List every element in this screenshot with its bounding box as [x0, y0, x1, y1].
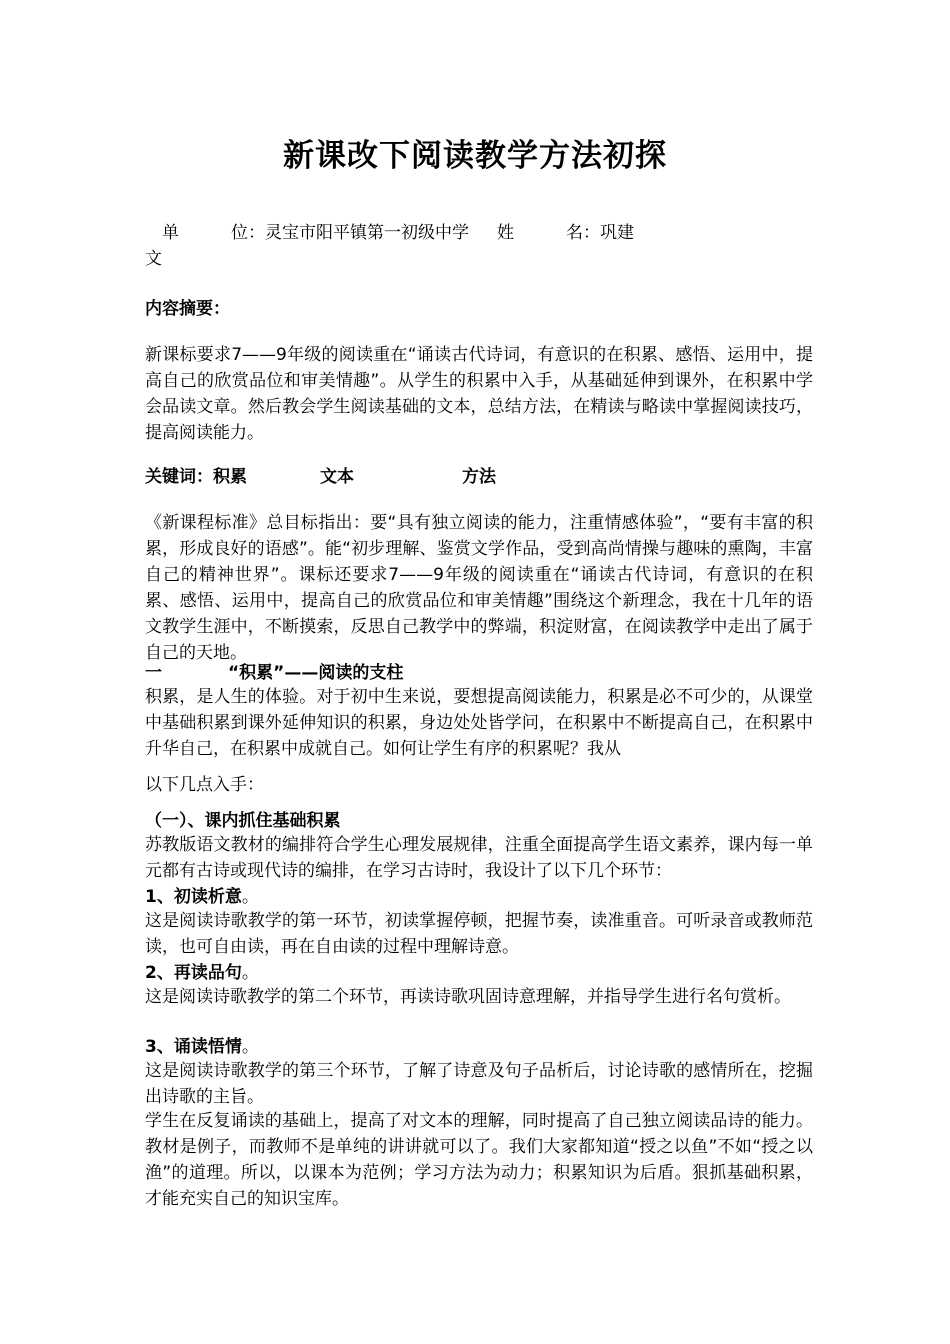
sub1-heading: （一）、课内抓住基础积累	[145, 811, 341, 831]
keyword-2: 文本	[320, 467, 354, 487]
closing-text: 学生在反复诵读的基础上，提高了对文本的理解，同时提高了自己独立阅读品诗的能力。教材是例子，而教师不是单纯的讲讲就可以了。我们大家都知道“授之以鱼”不如“授之以渔”的道理。所以，以课本为范例；学习方法为动力；积累知识为后盾。狠抓基础积累，才能充实自己的知识宝库。	[145, 1111, 813, 1209]
abstract-text: 新课标要求7——9年级的阅读重在“诵读古代诗词，有意识的在积累、感悟、运用中，提高自己的欣赏品位和审美情趣”。从学生的积累中入手，从基础延伸到课外，在积累中学会品读文章。然后教会学生阅读基础的文本，总结方法，在精读与略读中掌握阅读技巧，提高阅读能力。	[145, 345, 813, 443]
document-title: 新课改下阅读教学方法初探	[283, 138, 667, 174]
section1-title: “积累”——阅读的支柱	[228, 663, 404, 683]
step3-heading	[145, 1034, 815, 1060]
step2-suffix: 。	[241, 963, 259, 983]
name-value: 巩建	[600, 223, 634, 243]
step1-heading	[145, 884, 815, 910]
author-name-wrap: 文	[145, 249, 162, 269]
keyword-1: 积累	[213, 467, 247, 487]
unit-label-b: 位：	[231, 223, 265, 243]
step2-text: 这是阅读诗歌教学的第二个环节，再读诗歌巩固诗意理解，并指导学生进行名句赏析。	[145, 987, 791, 1007]
keywords-label: 关键词：	[145, 467, 213, 487]
name-label-a: 姓	[497, 223, 514, 243]
step1-suffix: 。	[241, 887, 259, 907]
step3-text: 这是阅读诗歌教学的第三个环节，了解了诗意及句子品析后，讨论诗歌的感情所在，挖掘出诗歌的主旨。	[145, 1061, 813, 1107]
author-line	[145, 220, 815, 246]
section1-heading	[145, 660, 815, 686]
keyword-3: 方法	[462, 467, 496, 487]
name-label-b: 名：	[566, 223, 600, 243]
step3-title: 3、诵读悟情	[145, 1037, 242, 1057]
sub1-text: 苏教版语文教材的编排符合学生心理发展规律，注重全面提高学生语文素养，课内每一单元都有古诗或现代诗的编排，在学习古诗时，我设计了以下几个环节：	[145, 835, 813, 881]
step1-text: 这是阅读诗歌教学的第一环节，初读掌握停顿，把握节奏，读准重音。可听录音或教师范读，也可自由读，再在自由读的过程中理解诗意。	[145, 911, 813, 957]
abstract-heading: 内容摘要：	[145, 299, 230, 319]
step3-suffix: 。	[241, 1037, 259, 1057]
unit-value: 灵宝市阳平镇第一初级中学	[265, 223, 469, 243]
step2-heading	[145, 960, 815, 986]
keywords-line	[145, 464, 815, 490]
intro-text: 《新课程标准》总目标指出：要“具有独立阅读的能力，注重情感体验”，“要有丰富的积累，形成良好的语感”。能“初步理解、鉴赏文学作品，受到高尚情操与趣味的熏陶，丰富自己的精神世界”。课标还要求7——9年级的阅读重在“诵读古代诗词，有意识的在积累、感悟、运用中，提高自己的欣赏品位和审美情趣”围绕这个新理念，我在十几年的语文教学生涯中，不断摸索，反思自己教学中的弊端，积淀财富，在阅读教学中走出了属于自己的天地。	[145, 513, 813, 663]
step1-title: 1、初读析意	[145, 887, 242, 907]
section1-text-tail: 以下几点入手：	[145, 775, 264, 795]
section1-number: 一	[145, 663, 162, 683]
step2-title: 2、再读品句	[145, 963, 242, 983]
section1-text: 积累，是人生的体验。对于初中生来说，要想提高阅读能力，积累是必不可少的，从课堂中基础积累到课外延伸知识的积累，身边处处皆学问，在积累中不断提高自己，在积累中升华自己，在积累中成就自己。如何让学生有序的积累呢？我从	[145, 687, 813, 759]
unit-label-a: 单	[162, 223, 179, 243]
